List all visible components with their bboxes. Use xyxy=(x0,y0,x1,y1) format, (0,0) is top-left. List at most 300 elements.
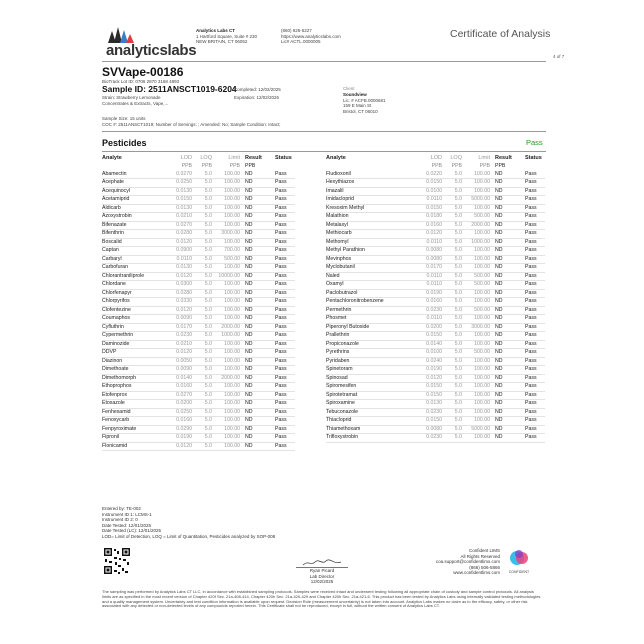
analyte-cell: Fenoxycarb xyxy=(102,417,164,426)
table-row xyxy=(102,264,295,273)
table-row xyxy=(102,417,295,426)
col-header-analyte: Analyte xyxy=(102,155,122,161)
status-cell: Pass xyxy=(525,357,545,366)
loq-cell: 5.0 xyxy=(192,213,212,222)
status-cell: Pass xyxy=(525,247,545,256)
analyte-cell: Abamectin xyxy=(102,171,164,179)
lod-cell: 0.0150 xyxy=(414,204,442,213)
limit-cell: 2000.00 xyxy=(212,323,240,332)
lod-cell: 0.0120 xyxy=(164,349,192,358)
col-header-lod: LOD xyxy=(430,155,442,161)
note-legend: LOD= Limit of Detection, LOQ = Limit of Quantitation, Pesticides analyzed by SOP-008 xyxy=(102,533,276,539)
result-cell: ND xyxy=(490,187,525,196)
analyte-cell: Daminozide xyxy=(102,340,164,349)
limit-cell: 2000.00 xyxy=(462,221,490,230)
lod-cell: 0.0300 xyxy=(164,281,192,290)
result-cell: ND xyxy=(240,281,275,290)
loq-cell: 5.0 xyxy=(442,281,462,290)
lod-cell: 0.0120 xyxy=(164,238,192,247)
result-cell: ND xyxy=(240,391,275,400)
lod-cell: 0.0150 xyxy=(414,332,442,341)
signature-scribble-icon xyxy=(302,559,342,567)
limit-cell: 100.00 xyxy=(212,306,240,315)
loq-cell: 5.0 xyxy=(192,434,212,443)
limit-cell: 100.00 xyxy=(212,213,240,222)
signer-title: Lab Director xyxy=(309,573,335,579)
limit-cell: 100.00 xyxy=(212,383,240,392)
limit-cell: 100.00 xyxy=(212,340,240,349)
loq-cell: 5.0 xyxy=(442,221,462,230)
lod-cell: 0.0210 xyxy=(164,340,192,349)
completed-date: Completed: 12/02/2025 xyxy=(234,87,281,92)
status-cell: Pass xyxy=(275,442,295,451)
sample-name: SVVape-00186 xyxy=(102,65,184,79)
confident-logo-icon xyxy=(508,549,530,569)
limit-cell: 100.00 xyxy=(462,340,490,349)
lod-cell: 0.0230 xyxy=(414,408,442,417)
col-header-loq: LOQ xyxy=(200,155,212,161)
lod-cell: 0.0110 xyxy=(414,281,442,290)
note-date-tested-lc: Date Tested (LC): 12/01/2025 xyxy=(102,528,161,533)
analyte-cell: Chlorantraniliprole xyxy=(102,272,164,281)
table-row xyxy=(326,400,545,409)
analyte-cell: Chlorfenapyr xyxy=(102,289,164,298)
status-cell: Pass xyxy=(525,425,545,434)
signature-date: 12/02/2025 xyxy=(310,579,334,584)
table-row xyxy=(102,204,295,213)
unit-loq: PPB xyxy=(451,162,462,169)
lod-cell: 0.0100 xyxy=(414,349,442,358)
result-cell: ND xyxy=(240,298,275,307)
limit-cell: 10000.00 xyxy=(212,272,240,281)
loq-cell: 5.0 xyxy=(192,374,212,383)
col-header-loq: LOQ xyxy=(450,155,462,161)
col-header-lod: LOD xyxy=(180,155,192,161)
lims-email: coa.support@confidentlims.com xyxy=(435,559,500,564)
table-row xyxy=(102,289,295,298)
table-row xyxy=(326,213,545,222)
analyte-cell: Pyrethrins xyxy=(326,349,414,358)
company-address xyxy=(196,28,257,45)
table-row xyxy=(326,264,545,273)
analyte-cell: Boscalid xyxy=(102,238,164,247)
analyte-cell: Fenpyroximate xyxy=(102,425,164,434)
lod-cell: 0.0140 xyxy=(164,374,192,383)
loq-cell: 5.0 xyxy=(442,357,462,366)
lod-cell: 0.0130 xyxy=(164,204,192,213)
status-cell: Pass xyxy=(275,349,295,358)
analyticslabs-logo-icon xyxy=(108,25,134,43)
client-label: Client xyxy=(343,86,355,91)
status-cell: Pass xyxy=(275,230,295,239)
table-row xyxy=(102,340,295,349)
table-row xyxy=(102,315,295,324)
loq-cell: 5.0 xyxy=(442,298,462,307)
table-row xyxy=(102,357,295,366)
lod-cell: 0.0170 xyxy=(414,264,442,273)
expiration-date: Expiration: 12/02/2026 xyxy=(234,95,280,100)
status-cell: Pass xyxy=(525,204,545,213)
lims-phone: (866) 506-5866 xyxy=(469,564,500,570)
limit-cell: 100.00 xyxy=(212,315,240,324)
table-row xyxy=(326,272,545,281)
status-cell: Pass xyxy=(275,434,295,443)
loq-cell: 5.0 xyxy=(442,349,462,358)
status-cell: Pass xyxy=(525,349,545,358)
table-row xyxy=(102,391,295,400)
result-cell: ND xyxy=(240,366,275,375)
status-cell: Pass xyxy=(275,171,295,179)
result-cell: ND xyxy=(490,315,525,324)
loq-cell: 5.0 xyxy=(192,408,212,417)
lod-cell: 0.0190 xyxy=(414,289,442,298)
table-row xyxy=(326,171,545,179)
lod-cell: 0.0280 xyxy=(164,289,192,298)
limit-cell: 100.00 xyxy=(462,366,490,375)
table-row xyxy=(326,298,545,307)
result-cell: ND xyxy=(240,323,275,332)
section-divider xyxy=(102,131,546,132)
limit-cell: 100.00 xyxy=(212,204,240,213)
limit-cell: 100.00 xyxy=(212,408,240,417)
analyte-cell: Spirotetramat xyxy=(326,391,414,400)
analyte-cell: Chlorpyrifos xyxy=(102,298,164,307)
status-cell: Pass xyxy=(525,408,545,417)
table-row xyxy=(326,289,545,298)
analyte-cell: Acephate xyxy=(102,179,164,188)
header-divider xyxy=(102,61,546,62)
limit-cell: 100.00 xyxy=(462,332,490,341)
col-header-status: Status xyxy=(275,155,292,161)
status-cell: Pass xyxy=(275,408,295,417)
status-cell: Pass xyxy=(275,306,295,315)
lod-cell: 0.0120 xyxy=(164,272,192,281)
result-cell: ND xyxy=(240,425,275,434)
analyte-cell: Cyfluthrin xyxy=(102,323,164,332)
analyte-cell: Piperonyl Butoxide xyxy=(326,323,414,332)
lod-cell: 0.0230 xyxy=(414,306,442,315)
status-cell: Pass xyxy=(275,255,295,264)
lod-cell: 0.0160 xyxy=(164,417,192,426)
lod-cell: 0.0250 xyxy=(164,179,192,188)
table-row xyxy=(102,272,295,281)
lod-cell: 0.0080 xyxy=(414,247,442,256)
loq-cell: 5.0 xyxy=(442,264,462,273)
test-notes xyxy=(102,506,275,539)
limit-cell: 100.00 xyxy=(462,289,490,298)
limit-cell: 100.00 xyxy=(462,417,490,426)
table-row xyxy=(326,383,545,392)
status-cell: Pass xyxy=(275,204,295,213)
page-indicator: 4 of 7 xyxy=(553,54,565,59)
lod-cell: 0.0130 xyxy=(164,187,192,196)
limit-cell: 100.00 xyxy=(212,417,240,426)
lod-cell: 0.0190 xyxy=(164,434,192,443)
status-cell: Pass xyxy=(525,332,545,341)
status-cell: Pass xyxy=(525,281,545,290)
lod-cell: 0.0900 xyxy=(164,247,192,256)
analyte-cell: Propiconazole xyxy=(326,340,414,349)
lod-cell: 0.0090 xyxy=(164,315,192,324)
result-cell: ND xyxy=(490,434,525,443)
status-cell: Pass xyxy=(275,374,295,383)
status-cell: Pass xyxy=(525,383,545,392)
analyte-cell: Metalaxyl xyxy=(326,221,414,230)
loq-cell: 5.0 xyxy=(192,264,212,273)
result-cell: ND xyxy=(240,196,275,205)
lod-cell: 0.0200 xyxy=(164,400,192,409)
status-cell: Pass xyxy=(525,238,545,247)
table-row xyxy=(102,179,295,188)
table-row xyxy=(102,281,295,290)
table-row xyxy=(326,221,545,230)
status-cell: Pass xyxy=(525,417,545,426)
limit-cell: 100.00 xyxy=(462,255,490,264)
result-cell: ND xyxy=(490,255,525,264)
table-row xyxy=(102,221,295,230)
analyte-cell: Methyl Parathion xyxy=(326,247,414,256)
status-cell: Pass xyxy=(275,281,295,290)
result-cell: ND xyxy=(490,332,525,341)
loq-cell: 5.0 xyxy=(192,187,212,196)
company-name: Analytics Labs CT xyxy=(196,28,236,33)
analyte-cell: Dimethomorph xyxy=(102,374,164,383)
analyte-cell: Bifenthrin xyxy=(102,230,164,239)
result-cell: ND xyxy=(240,408,275,417)
table-row xyxy=(326,255,545,264)
limit-cell: 1000.00 xyxy=(212,332,240,341)
table-row xyxy=(102,171,295,179)
signer-name: Ryan Picard xyxy=(309,568,335,573)
loq-cell: 5.0 xyxy=(442,374,462,383)
limit-cell: 5000.00 xyxy=(462,196,490,205)
limit-cell: 100.00 xyxy=(212,400,240,409)
result-cell: ND xyxy=(490,171,525,179)
analyte-cell: Cypermethrin xyxy=(102,332,164,341)
sample-size: Sample Size: 15 units xyxy=(102,116,146,121)
table-row xyxy=(326,332,545,341)
company-street: 1 Hartford Square, Suite # 230 xyxy=(196,33,258,39)
limit-cell: 100.00 xyxy=(212,238,240,247)
col-header-result: Result xyxy=(495,155,512,161)
table-row xyxy=(326,374,545,383)
table-row xyxy=(102,442,295,451)
analyte-cell: Pyridaben xyxy=(326,357,414,366)
status-cell: Pass xyxy=(525,289,545,298)
limit-cell: 5000.00 xyxy=(462,425,490,434)
analyte-cell: Trifloxystrobin xyxy=(326,434,414,443)
unit-loq: PPB xyxy=(201,162,212,169)
limit-cell: 500.00 xyxy=(462,306,490,315)
limit-cell: 100.00 xyxy=(462,357,490,366)
result-cell: ND xyxy=(240,349,275,358)
table-row xyxy=(102,196,295,205)
lod-cell: 0.0120 xyxy=(164,306,192,315)
status-cell: Pass xyxy=(525,298,545,307)
table-row xyxy=(102,247,295,256)
table-row xyxy=(102,374,295,383)
table-row xyxy=(102,230,295,239)
lod-cell: 0.0150 xyxy=(414,417,442,426)
loq-cell: 5.0 xyxy=(442,391,462,400)
result-cell: ND xyxy=(240,374,275,383)
analyte-cell: Azoxystrobin xyxy=(102,213,164,222)
loq-cell: 5.0 xyxy=(192,281,212,290)
note-instrument-2: Instrument ID 2: 0 xyxy=(102,517,138,522)
status-cell: Pass xyxy=(525,400,545,409)
loq-cell: 5.0 xyxy=(442,187,462,196)
limit-cell: 100.00 xyxy=(212,179,240,188)
table-row xyxy=(326,196,545,205)
lod-cell: 0.0240 xyxy=(414,357,442,366)
analyte-cell: Myclobutanil xyxy=(326,264,414,273)
lod-cell: 0.0110 xyxy=(164,255,192,264)
lod-cell: 0.0270 xyxy=(164,221,192,230)
lod-cell: 0.0150 xyxy=(164,196,192,205)
lod-cell: 0.0120 xyxy=(414,230,442,239)
analyte-cell: Phosmet xyxy=(326,315,414,324)
loq-cell: 5.0 xyxy=(442,417,462,426)
lod-cell: 0.0080 xyxy=(414,425,442,434)
loq-cell: 5.0 xyxy=(192,366,212,375)
lod-cell: 0.0330 xyxy=(164,298,192,307)
limit-cell: 100.00 xyxy=(462,179,490,188)
loq-cell: 5.0 xyxy=(442,179,462,188)
lod-cell: 0.0180 xyxy=(414,213,442,222)
table-row xyxy=(102,400,295,409)
status-cell: Pass xyxy=(525,171,545,179)
document-title: Certificate of Analysis xyxy=(450,28,551,40)
analyte-cell: Fludioxonil xyxy=(326,171,414,179)
loq-cell: 5.0 xyxy=(192,340,212,349)
analyte-cell: Aldicarb xyxy=(102,204,164,213)
loq-cell: 5.0 xyxy=(442,204,462,213)
analyte-cell: Thiacloprid xyxy=(326,417,414,426)
status-cell: Pass xyxy=(525,366,545,375)
status-cell: Pass xyxy=(275,340,295,349)
note-date-tested: Date Tested: 12/01/2025 xyxy=(102,522,151,528)
lod-cell: 0.0160 xyxy=(414,221,442,230)
loq-cell: 5.0 xyxy=(192,442,212,451)
table-row xyxy=(102,434,295,443)
result-cell: ND xyxy=(490,357,525,366)
status-cell: Pass xyxy=(525,374,545,383)
result-cell: ND xyxy=(490,349,525,358)
result-cell: ND xyxy=(240,332,275,341)
lod-cell: 0.0160 xyxy=(164,383,192,392)
table-row xyxy=(326,238,545,247)
col-header-result: Result xyxy=(245,155,262,161)
loq-cell: 5.0 xyxy=(442,255,462,264)
status-cell: Pass xyxy=(525,315,545,324)
result-cell: ND xyxy=(240,247,275,256)
result-cell: ND xyxy=(490,238,525,247)
analyte-cell: Naled xyxy=(326,272,414,281)
analyte-cell: Carbaryl xyxy=(102,255,164,264)
loq-cell: 5.0 xyxy=(442,171,462,179)
confident-logo-caption: CONFIDENT xyxy=(508,570,530,574)
table-row xyxy=(326,306,545,315)
result-cell: ND xyxy=(240,238,275,247)
limit-cell: 500.00 xyxy=(212,255,240,264)
table-row xyxy=(326,247,545,256)
status-cell: Pass xyxy=(525,221,545,230)
status-cell: Pass xyxy=(525,196,545,205)
table-row xyxy=(326,357,545,366)
result-cell: ND xyxy=(490,391,525,400)
table-row xyxy=(326,366,545,375)
table-row xyxy=(102,187,295,196)
limit-cell: 100.00 xyxy=(212,366,240,375)
limit-cell: 100.00 xyxy=(212,434,240,443)
status-cell: Pass xyxy=(275,179,295,188)
analyte-cell: Hexythiazox xyxy=(326,179,414,188)
pesticides-table-right xyxy=(326,155,545,443)
loq-cell: 5.0 xyxy=(442,230,462,239)
analyte-cell: Thiamethoxam xyxy=(326,425,414,434)
loq-cell: 5.0 xyxy=(442,289,462,298)
lod-cell: 0.0080 xyxy=(414,255,442,264)
lod-cell: 0.0160 xyxy=(414,298,442,307)
loq-cell: 5.0 xyxy=(442,247,462,256)
client-city: Bristol, CT 06010 xyxy=(343,108,378,114)
analyte-cell: Dimethoate xyxy=(102,366,164,375)
lod-cell: 0.0110 xyxy=(414,315,442,324)
limit-cell: 100.00 xyxy=(212,349,240,358)
lod-cell: 0.0200 xyxy=(414,323,442,332)
result-cell: ND xyxy=(240,255,275,264)
status-cell: Pass xyxy=(525,179,545,188)
lod-cell: 0.0120 xyxy=(164,442,192,451)
limit-cell: 100.00 xyxy=(212,196,240,205)
client-name: Soundview xyxy=(343,92,367,97)
unit-limit: PPB xyxy=(479,162,490,169)
result-cell: ND xyxy=(490,213,525,222)
loq-cell: 5.0 xyxy=(192,230,212,239)
analyte-cell: Methiocarb xyxy=(326,230,414,239)
company-city: NEW BRITAIN, CT 06052 xyxy=(196,39,248,44)
unit-result: PPB xyxy=(245,162,256,169)
note-instrument-1: Instrument ID 1: LCMS-1 xyxy=(102,511,152,517)
lims-name: Confident LIMS xyxy=(468,548,500,553)
analyte-cell: Diazinon xyxy=(102,357,164,366)
status-cell: Pass xyxy=(275,425,295,434)
analyte-cell: Carbofuran xyxy=(102,264,164,273)
analyte-cell: Imidacloprid xyxy=(326,196,414,205)
unit-limit: PPB xyxy=(229,162,240,169)
result-cell: ND xyxy=(240,434,275,443)
status-cell: Pass xyxy=(525,272,545,281)
result-cell: ND xyxy=(490,400,525,409)
status-cell: Pass xyxy=(275,417,295,426)
company-logo-text: analyticslabs xyxy=(106,42,197,59)
company-phone: (860) 925-5227 xyxy=(281,28,312,33)
loq-cell: 5.0 xyxy=(192,357,212,366)
limit-cell: 100.00 xyxy=(212,298,240,307)
result-cell: ND xyxy=(240,315,275,324)
table-top-divider xyxy=(102,151,546,152)
table-row xyxy=(102,408,295,417)
result-cell: ND xyxy=(490,323,525,332)
analyte-cell: Paclobutrazol xyxy=(326,289,414,298)
lod-cell: 0.0210 xyxy=(164,213,192,222)
table-row xyxy=(102,323,295,332)
analyte-cell: Etofenprox xyxy=(102,391,164,400)
loq-cell: 5.0 xyxy=(442,340,462,349)
table-row xyxy=(326,417,545,426)
lod-cell: 0.0230 xyxy=(414,434,442,443)
loq-cell: 5.0 xyxy=(442,366,462,375)
